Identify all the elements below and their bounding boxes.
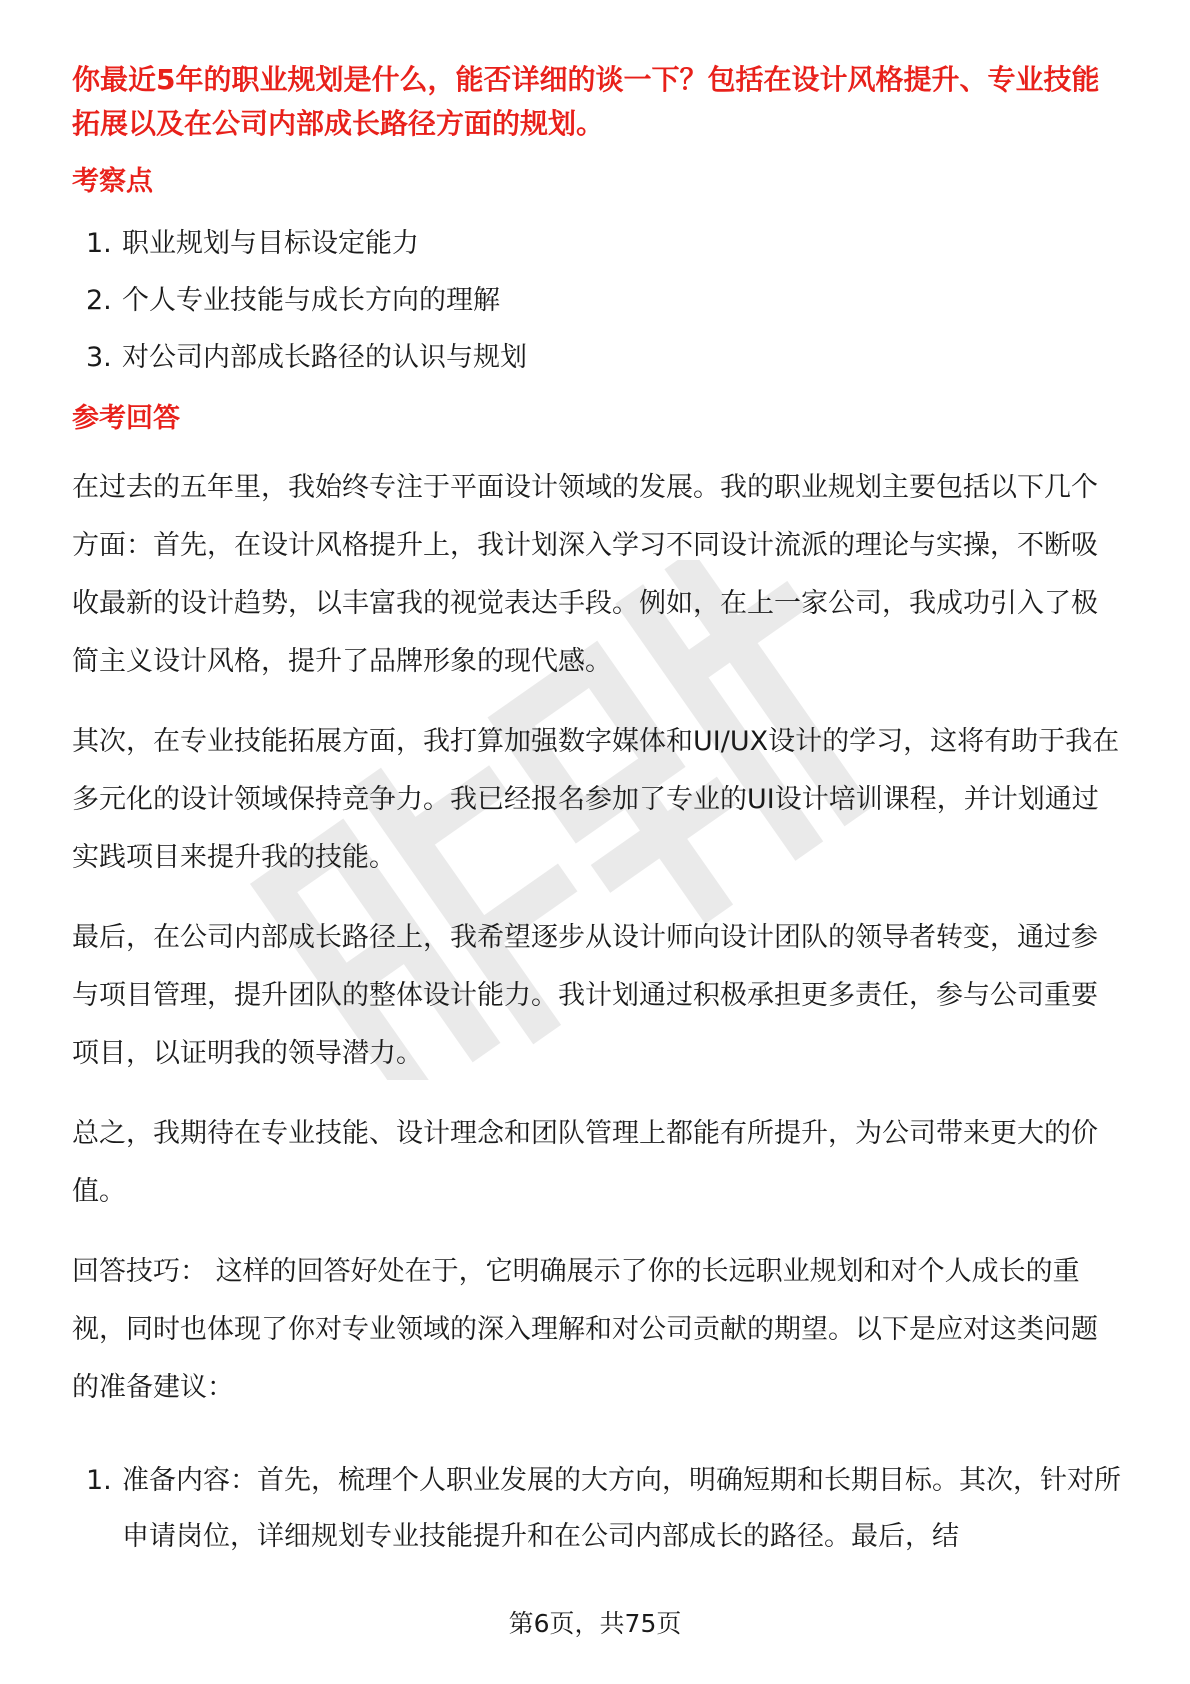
list-item-text: 准备内容：首先，梳理个人职业发展的大方向，明确短期和长期目标。其次，针对所申请岗位，详细规划专业技能提升和在公司内部成长的路径。最后，结: [122, 1465, 1121, 1552]
list-item: [72, 1453, 1122, 1565]
answer-paragraph: 总之，我期待在专业技能、设计理念和团队管理上都能有所提升，为公司带来更大的价值。: [72, 1118, 1098, 1207]
list-item-text: 职业规划与目标设定能力: [122, 228, 419, 259]
answer-paragraph: 其次，在专业技能拓展方面，我打算加强数字媒体和UI/UX设计的学习，这将有助于我在多元化的设计领域保持竞争力。我已经报名参加了专业的UI设计培训课程，并计划通过实践项目来提升我的技能。: [72, 726, 1120, 873]
document-page: [72, 58, 1122, 1565]
answer-section-title: 参考回答: [72, 403, 180, 434]
tips-list: [72, 1453, 1122, 1565]
list-item: [72, 281, 1122, 320]
list-item-text: 对公司内部成长路径的认识与规划: [122, 342, 527, 373]
answer-tips-paragraph: 回答技巧： 这样的回答好处在于，它明确展示了你的长远职业规划和对个人成长的重视，同时也体现了你对专业领域的深入理解和对公司贡献的期望。以下是应对这类问题的准备建议：: [72, 1256, 1098, 1403]
list-item-number: 1.: [86, 228, 112, 259]
list-item-number: 1.: [86, 1465, 112, 1496]
page-footer: 第6页，共75页: [508, 1609, 682, 1638]
points-list: [72, 224, 1122, 377]
list-item-number: 3.: [86, 342, 112, 373]
list-item: [72, 338, 1122, 377]
list-item: [72, 224, 1122, 263]
answer-paragraph: 在过去的五年里，我始终专注于平面设计领域的发展。我的职业规划主要包括以下几个方面：首先，在设计风格提升上，我计划深入学习不同设计流派的理论与实操，不断吸收最新的设计趋势，以丰富我的视觉表达手段。例如，在上一家公司，我成功引入了极简主义设计风格，提升了品牌形象的现代感。: [72, 472, 1098, 677]
points-section-title: 考察点: [72, 166, 153, 197]
question-heading: 你最近5年的职业规划是什么，能否详细的谈一下？包括在设计风格提升、专业技能拓展以及在公司内部成长路径方面的规划。: [72, 63, 1100, 140]
answer-paragraph: 最后，在公司内部成长路径上，我希望逐步从设计师向设计团队的领导者转变，通过参与项目管理，提升团队的整体设计能力。我计划通过积极承担更多责任，参与公司重要项目，以证明我的领导潜力。: [72, 922, 1098, 1069]
list-item-text: 个人专业技能与成长方向的理解: [122, 285, 500, 316]
list-item-number: 2.: [86, 285, 112, 316]
